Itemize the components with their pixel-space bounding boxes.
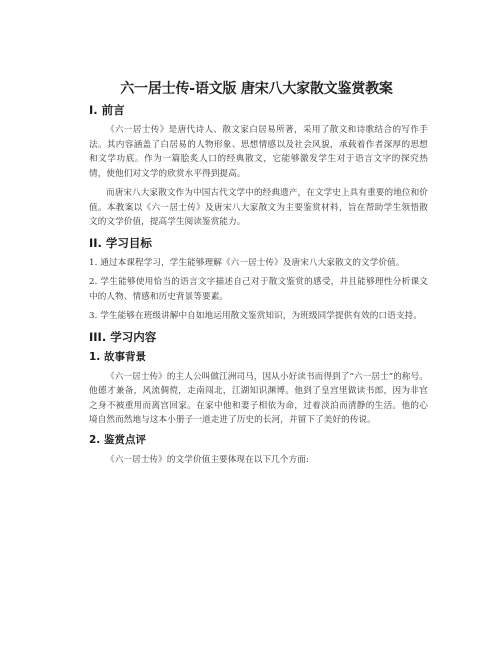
goal-item-2: 2. 学生能够使用恰当的语言文字描述自己对于散文鉴赏的感受，并且能够理性分析课文中的人物、情感和历史背景等要素。	[89, 277, 428, 302]
preface-paragraph-1: 《六一居士传》是唐代诗人、散文家白居易所著，采用了散文和诗歌结合的写作手法。其内容涵盖了白居易的人物形象、思想情感以及社会风貌，承载着作者深厚的思想和文学功底。作为一篇脍炙人口的经典散文，它能够激发学生对于语言文字的探究热情，使他们对文学的欣赏水平得到提高。	[89, 125, 428, 179]
goal-item-3: 3. 学生能够在班级讲解中自如地运用散文鉴赏知识，为班级同学提供有效的口语支持。	[89, 311, 422, 321]
section-heading-content: III. 学习内容	[89, 329, 157, 344]
section-heading-preface: I. 前言	[89, 103, 125, 117]
subsection-heading-review: 2. 鉴赏点评	[89, 433, 146, 446]
background-paragraph: 《六一居士传》的主人公叫做江洲司马，因从小好读书而得到了“六一居士”的称号。他德才兼备，风流倜傥，走南闯北，江湖知识渊博。他到了皇宫里做读书郎，因为非官之身不被重用而离宫回家。在家中他和妻子相依为命，过着淡泊而清静的生活。他的心境自然而然地与这本小册子一道走进了历史的长河，并留下了美好的传说。	[89, 371, 428, 425]
preface-paragraph-2: 而唐宋八大家散文作为中国古代文学中的经典遗产，在文学史上具有重要的地位和价值。本教案以《六一居士传》及唐宋八大家散文为主要鉴赏材料，旨在帮助学生领悟散文的文学价值，提高学生阅读鉴赏能力。	[89, 188, 428, 227]
goal-item-1: 1. 通过本课程学习，学生能够理解《六一居士传》及唐宋八大家散文的文学价值。	[89, 257, 405, 268]
document-title: 六一居士传-语文版 唐宋八大家散文鉴赏教案	[120, 81, 393, 97]
subsection-heading-background: 1. 故事背景	[89, 350, 146, 363]
section-heading-goals: II. 学习目标	[89, 235, 152, 250]
review-paragraph: 《六一居士传》的文学价值主要体现在以下几个方面:	[106, 454, 309, 465]
